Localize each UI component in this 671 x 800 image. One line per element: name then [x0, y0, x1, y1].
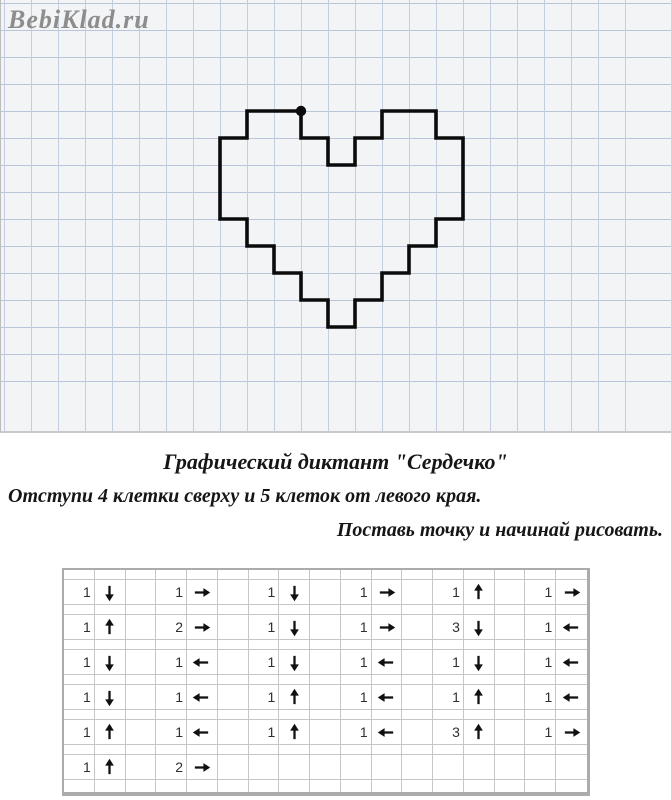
- step-direction: [187, 615, 218, 640]
- table-cell: [464, 710, 495, 720]
- step-count: 1: [525, 685, 556, 710]
- table-cell: [95, 640, 126, 650]
- table-cell: [525, 640, 556, 650]
- table-cell: [464, 755, 495, 780]
- table-cell: [310, 570, 341, 580]
- step-direction: [464, 615, 495, 640]
- arrow-left-icon: [377, 723, 396, 742]
- step-count: 1: [341, 720, 372, 745]
- table-cell: [464, 745, 495, 755]
- table-cell: [156, 675, 187, 685]
- table-cell: [279, 780, 310, 792]
- table-cell: [464, 605, 495, 615]
- step-direction: [556, 580, 587, 605]
- table-cell: [464, 640, 495, 650]
- table-cell: [495, 720, 526, 745]
- step-direction: [187, 650, 218, 675]
- table-cell: [156, 605, 187, 615]
- arrow-up-icon: [100, 618, 119, 637]
- table-cell: [187, 675, 218, 685]
- step-direction: [372, 685, 403, 710]
- table-cell: [218, 720, 249, 745]
- table-cell: [95, 570, 126, 580]
- table-cell: [495, 605, 526, 615]
- table-cell: [310, 780, 341, 792]
- table-cell: [402, 570, 433, 580]
- table-cell: [279, 605, 310, 615]
- page-title: Графический диктант "Сердечко": [163, 449, 508, 474]
- table-cell: [126, 720, 157, 745]
- arrow-up-icon: [469, 723, 488, 742]
- arrow-up-icon: [469, 583, 488, 602]
- table-cell: [187, 780, 218, 792]
- table-cell: [433, 745, 464, 755]
- table-cell: [249, 570, 280, 580]
- table-cell: [402, 720, 433, 745]
- table-cell: [310, 650, 341, 675]
- table-cell: [126, 675, 157, 685]
- table-cell: [402, 615, 433, 640]
- table-cell: [402, 605, 433, 615]
- table-cell: [495, 650, 526, 675]
- table-cell: [218, 605, 249, 615]
- table-cell: [464, 675, 495, 685]
- arrow-down-icon: [100, 653, 119, 672]
- arrow-up-icon: [469, 688, 488, 707]
- table-cell: [433, 605, 464, 615]
- table-cell: [372, 745, 403, 755]
- arrow-up-icon: [285, 723, 304, 742]
- arrow-right-icon: [192, 758, 211, 777]
- arrow-down-icon: [285, 653, 304, 672]
- arrow-left-icon: [192, 723, 211, 742]
- table-cell: [64, 570, 95, 580]
- arrow-down-icon: [100, 688, 119, 707]
- table-cell: [495, 570, 526, 580]
- table-cell: [372, 675, 403, 685]
- step-direction: [279, 720, 310, 745]
- step-count: 1: [341, 615, 372, 640]
- table-cell: [310, 745, 341, 755]
- step-count: 1: [249, 580, 280, 605]
- step-direction: [95, 615, 126, 640]
- step-count: 1: [341, 685, 372, 710]
- table-cell: [218, 650, 249, 675]
- step-count: 1: [525, 580, 556, 605]
- table-cell: [187, 605, 218, 615]
- table-cell: [187, 745, 218, 755]
- arrow-up-icon: [285, 688, 304, 707]
- table-cell: [218, 580, 249, 605]
- table-cell: [156, 640, 187, 650]
- table-cell: [218, 710, 249, 720]
- table-cell: [218, 780, 249, 792]
- step-count: 2: [156, 755, 187, 780]
- table-cell: [95, 675, 126, 685]
- step-count: 3: [433, 720, 464, 745]
- step-direction: [464, 720, 495, 745]
- table-cell: [126, 745, 157, 755]
- table-cell: [218, 745, 249, 755]
- arrow-right-icon: [192, 583, 211, 602]
- watermark: BebiKlad.ru: [8, 5, 150, 34]
- table-cell: [495, 580, 526, 605]
- step-direction: [279, 685, 310, 710]
- step-count: 1: [433, 650, 464, 675]
- table-cell: [341, 605, 372, 615]
- table-cell: [310, 710, 341, 720]
- table-cell: [402, 710, 433, 720]
- table-cell: [64, 605, 95, 615]
- table-cell: [372, 710, 403, 720]
- table-cell: [249, 605, 280, 615]
- table-cell: [279, 640, 310, 650]
- table-cell: [218, 615, 249, 640]
- arrow-left-icon: [377, 653, 396, 672]
- table-cell: [249, 710, 280, 720]
- table-cell: [64, 640, 95, 650]
- table-cell: [341, 780, 372, 792]
- step-direction: [556, 685, 587, 710]
- heart-outline: [220, 111, 463, 327]
- table-cell: [249, 640, 280, 650]
- table-cell: [495, 615, 526, 640]
- step-direction: [187, 685, 218, 710]
- table-cell: [95, 605, 126, 615]
- table-cell: [310, 685, 341, 710]
- step-direction: [95, 720, 126, 745]
- table-cell: [372, 640, 403, 650]
- table-cell: [310, 755, 341, 780]
- heart-figure: [1, 0, 671, 433]
- step-count: 1: [64, 685, 95, 710]
- table-cell: [556, 570, 587, 580]
- arrow-down-icon: [469, 653, 488, 672]
- table-cell: [402, 640, 433, 650]
- table-cell: [556, 675, 587, 685]
- step-count: 1: [433, 685, 464, 710]
- table-cell: [556, 640, 587, 650]
- table-cell: [187, 640, 218, 650]
- step-direction: [464, 685, 495, 710]
- step-direction: [556, 615, 587, 640]
- table-cell: [525, 745, 556, 755]
- start-dot: [296, 106, 306, 116]
- arrow-down-icon: [285, 618, 304, 637]
- step-count: 1: [156, 685, 187, 710]
- table-cell: [402, 580, 433, 605]
- table-cell: [495, 640, 526, 650]
- table-cell: [402, 685, 433, 710]
- arrow-left-icon: [377, 688, 396, 707]
- table-cell: [249, 780, 280, 792]
- table-cell: [279, 755, 310, 780]
- table-cell: [218, 675, 249, 685]
- table-cell: [341, 745, 372, 755]
- step-direction: [372, 650, 403, 675]
- table-cell: [556, 605, 587, 615]
- arrow-left-icon: [192, 688, 211, 707]
- arrow-up-icon: [100, 723, 119, 742]
- table-cell: [95, 745, 126, 755]
- table-cell: [156, 710, 187, 720]
- table-cell: [126, 640, 157, 650]
- arrow-right-icon: [377, 583, 396, 602]
- table-cell: [64, 675, 95, 685]
- step-count: 2: [156, 615, 187, 640]
- table-cell: [64, 780, 95, 792]
- table-cell: [310, 720, 341, 745]
- table-cell: [95, 780, 126, 792]
- table-cell: [495, 685, 526, 710]
- table-cell: [433, 755, 464, 780]
- step-direction: [279, 615, 310, 640]
- table-cell: [372, 755, 403, 780]
- table-cell: [64, 745, 95, 755]
- arrow-down-icon: [100, 583, 119, 602]
- step-direction: [187, 755, 218, 780]
- step-direction: [187, 580, 218, 605]
- step-direction: [464, 650, 495, 675]
- table-cell: [126, 580, 157, 605]
- step-direction: [464, 580, 495, 605]
- instruction-line-2: Поставь точку и начинай рисовать.: [336, 519, 663, 541]
- step-count: 1: [341, 580, 372, 605]
- step-direction: [187, 720, 218, 745]
- step-count: 1: [249, 685, 280, 710]
- arrow-down-icon: [285, 583, 304, 602]
- step-count: 1: [64, 650, 95, 675]
- step-count: 1: [64, 755, 95, 780]
- table-cell: [525, 605, 556, 615]
- step-direction: [556, 650, 587, 675]
- step-direction: [279, 650, 310, 675]
- table-cell: [556, 755, 587, 780]
- dictation-table: [62, 568, 590, 796]
- table-cell: [279, 570, 310, 580]
- step-count: 1: [525, 615, 556, 640]
- table-cell: [341, 710, 372, 720]
- table-cell: [525, 675, 556, 685]
- step-count: 1: [64, 580, 95, 605]
- table-cell: [95, 710, 126, 720]
- table-cell: [556, 745, 587, 755]
- step-count: 1: [341, 650, 372, 675]
- table-cell: [310, 615, 341, 640]
- table-cell: [402, 675, 433, 685]
- table-cell: [525, 755, 556, 780]
- table-cell: [218, 640, 249, 650]
- table-cell: [126, 605, 157, 615]
- instruction-line-1: Отступи 4 клетки сверху и 5 клеток от левого края.: [8, 485, 482, 507]
- table-cell: [126, 650, 157, 675]
- table-cell: [310, 640, 341, 650]
- step-count: 3: [433, 615, 464, 640]
- step-count: 1: [525, 650, 556, 675]
- arrow-right-icon: [377, 618, 396, 637]
- table-cell: [126, 710, 157, 720]
- arrow-right-icon: [562, 723, 581, 742]
- table-cell: [310, 605, 341, 615]
- table-cell: [218, 685, 249, 710]
- step-direction: [372, 720, 403, 745]
- table-cell: [372, 780, 403, 792]
- step-direction: [372, 615, 403, 640]
- table-cell: [341, 570, 372, 580]
- arrow-left-icon: [562, 618, 581, 637]
- step-direction: [556, 720, 587, 745]
- table-cell: [310, 675, 341, 685]
- arrow-left-icon: [192, 653, 211, 672]
- table-cell: [495, 710, 526, 720]
- table-cell: [495, 745, 526, 755]
- step-count: 1: [64, 720, 95, 745]
- table-cell: [218, 570, 249, 580]
- table-cell: [372, 605, 403, 615]
- table-cell: [126, 685, 157, 710]
- table-cell: [464, 570, 495, 580]
- table-cell: [156, 570, 187, 580]
- table-cell: [433, 640, 464, 650]
- table-cell: [249, 675, 280, 685]
- table-cell: [433, 675, 464, 685]
- table-cell: [279, 675, 310, 685]
- table-cell: [402, 745, 433, 755]
- step-direction: [372, 580, 403, 605]
- table-cell: [279, 745, 310, 755]
- table-cell: [126, 780, 157, 792]
- table-cell: [495, 675, 526, 685]
- table-cell: [525, 710, 556, 720]
- arrow-right-icon: [192, 618, 211, 637]
- table-cell: [372, 570, 403, 580]
- table-cell: [341, 675, 372, 685]
- arrow-left-icon: [562, 688, 581, 707]
- table-cell: [218, 755, 249, 780]
- table-cell: [310, 580, 341, 605]
- table-cell: [402, 650, 433, 675]
- step-count: 1: [249, 615, 280, 640]
- table-cell: [126, 755, 157, 780]
- step-count: 1: [156, 720, 187, 745]
- table-cell: [156, 745, 187, 755]
- step-count: 1: [249, 650, 280, 675]
- table-cell: [464, 780, 495, 792]
- table-cell: [525, 570, 556, 580]
- arrow-right-icon: [562, 583, 581, 602]
- step-direction: [279, 580, 310, 605]
- step-count: 1: [156, 650, 187, 675]
- table-cell: [126, 615, 157, 640]
- step-direction: [95, 755, 126, 780]
- table-cell: [433, 570, 464, 580]
- table-cell: [433, 710, 464, 720]
- table-cell: [249, 745, 280, 755]
- table-cell: [126, 570, 157, 580]
- table-cell: [187, 570, 218, 580]
- table-cell: [279, 710, 310, 720]
- step-count: 1: [525, 720, 556, 745]
- arrow-up-icon: [100, 758, 119, 777]
- table-cell: [64, 710, 95, 720]
- table-cell: [495, 780, 526, 792]
- table-cell: [433, 780, 464, 792]
- step-count: 1: [249, 720, 280, 745]
- step-direction: [95, 650, 126, 675]
- table-cell: [402, 780, 433, 792]
- step-direction: [95, 685, 126, 710]
- table-cell: [341, 640, 372, 650]
- arrow-down-icon: [469, 618, 488, 637]
- table-cell: [249, 755, 280, 780]
- step-direction: [95, 580, 126, 605]
- step-count: 1: [433, 580, 464, 605]
- table-cell: [187, 710, 218, 720]
- arrow-left-icon: [562, 653, 581, 672]
- table-cell: [402, 755, 433, 780]
- table-cell: [556, 780, 587, 792]
- table-cell: [156, 780, 187, 792]
- table-cell: [495, 755, 526, 780]
- step-count: 1: [156, 580, 187, 605]
- table-cell: [525, 780, 556, 792]
- table-cell: [341, 755, 372, 780]
- table-cell: [556, 710, 587, 720]
- step-count: 1: [64, 615, 95, 640]
